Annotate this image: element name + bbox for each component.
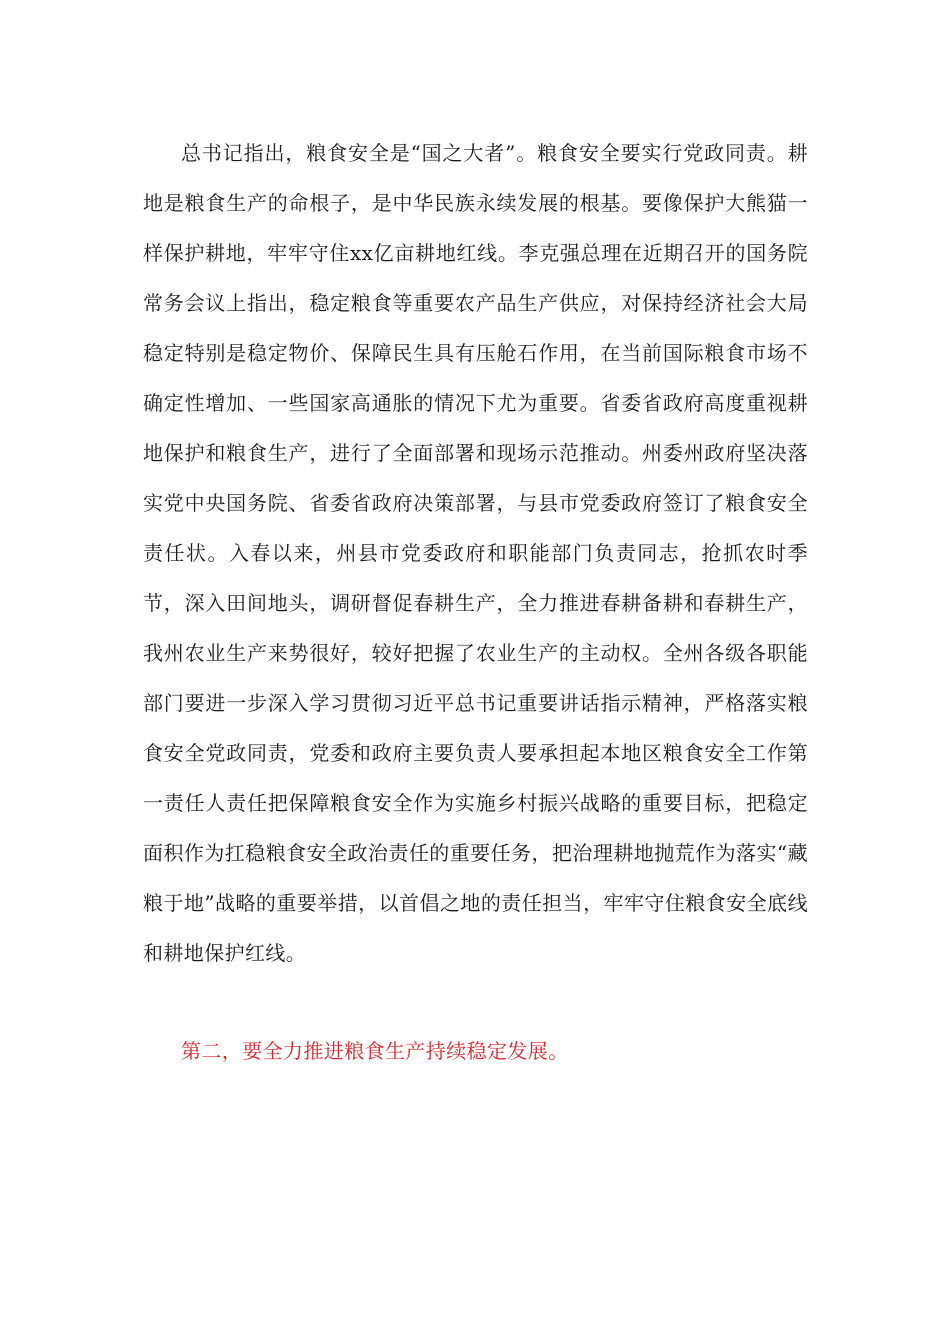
body-paragraph: 总书记指出，粮食安全是“国之大者”。粮食安全要实行党政同责。耕地是粮食生产的命根子，是中华民族永续发展的根基。要像保护大熊猫一样保护耕地，牢牢守住xx亿亩耕地红线。李克强总理在近期召开的国务院常务会议上指出，稳定粮食等重要农产品生产供应，对保持经济社会大局稳定特别是稳定物价、保障民生具有压舱石作用，在当前国际粮食市场不确定性增加、一些国家高通胀的情况下尤为重要。省委省政府高度重视耕地保护和粮食生产，进行了全面部署和现场示范推动。州委州政府坚决落实党中央国务院、省委省政府决策部署，与县市党委政府签订了粮食安全责任状。入春以来，州县市党委政府和职能部门负责同志，抢抓农时季节，深入田间地头，调研督促春耕生产，全力推进春耕备耕和春耕生产，我州农业生产来势很好，较好把握了农业生产的主动权。全州各级各职能部门要进一步深入学习贯彻习近平总书记重要讲话指示精神，严格落实粮食安全党政同责，党委和政府主要负责人要承担起本地区粮食安全工作第一责任人责任把保障粮食安全作为实施乡村振兴战略的重要目标，把稳定面积作为扛稳粮食安全政治责任的重要任务，把治理耕地抛荒作为落实“藏粮于地”战略的重要举措，以首倡之地的责任担当，牢牢守住粮食安全底线和耕地保护红线。 (143, 141, 808, 965)
section-heading: 第二，要全力推进粮食生产持续稳定发展。 (181, 1039, 569, 1063)
